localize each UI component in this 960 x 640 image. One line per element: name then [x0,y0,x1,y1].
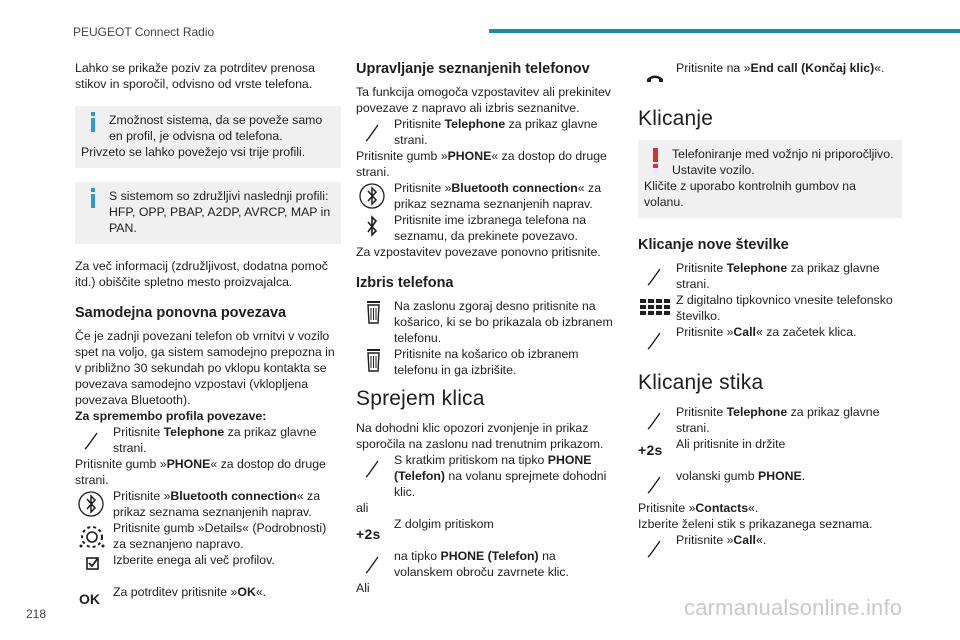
column-left [75,60,341,616]
step-call: Pritisnite »Call« za začetek klica. [638,324,902,356]
heading-call-contact: Klicanje stika [638,371,764,394]
step-bluetooth: Pritisnite »Bluetooth connection« za prikaz seznama seznanjenih naprav. [75,488,341,520]
info-note-profile [75,106,341,168]
step-telephone: Pritisnite Telephone za prikaz glavne strani. [356,116,614,148]
pencil-tap-icon [356,117,390,147]
heading-delete-phone: Izbris telefona [356,275,454,291]
pencil-tap-icon [75,425,109,455]
step-accept: S kratkim pritiskom na tipko PHONE (Telefon) na volanu sprejmete dohodni klic. [356,452,614,500]
checkbox-icon [75,553,109,583]
pencil-tap-icon [638,533,672,563]
trash-icon [356,299,390,329]
heading-auto-reconnect: Samodejna ponovna povezava [75,305,287,321]
step-bluetooth: Pritisnite »Bluetooth connection« za prikaz seznama seznanjenih naprav. [356,180,614,212]
page-number: 218 [26,607,47,621]
step-confirm-ok: OK Za potrditev pritisnite »OK«. [75,584,341,616]
step-trash-delete: Pritisnite na košarico ob izbranem telefonu in ga izbrišite. [356,346,614,378]
paragraph-manage: Ta funkcija omogoča vzpostavitev ali prekinitev povezave z napravo ali izbris seznanitve. [356,85,611,115]
paragraph-auto-reconnect: Če je zadnji povezani telefon ob vrnitvi v vozilo spet na voljo, ga sistem samodejno prepozna in v približno 30 sekundah po vklopu kontakta se povezava samodejno vzpostavi (vklopljena povezava Bluetooth). [75,329,335,407]
heading-new-number: Klicanje nove številke [638,237,789,253]
step-reject: na tipko PHONE (Telefon) na volanskem obroču zavrnete klic. [356,548,614,580]
info-icon [90,112,96,132]
watermark: carmanualsonline.info [684,595,903,620]
pencil-tap-icon [356,453,390,483]
trash-icon [356,347,390,377]
step-telephone: Pritisnite Telephone za prikaz glavne strani. [638,260,902,292]
paragraph-reconnect: Za vzpostavitev povezave ponovno pritisnite. [356,245,601,259]
pencil-tap-icon [638,325,672,355]
paragraph-change-profile: Za spremembo profila povezave: [75,409,267,423]
info-icon [90,188,96,208]
note-text: Zmožnost sistema, da se poveže samo en profil, je odvisna od telefona. [109,113,323,143]
step-details: Pritisnite gumb »Details« (Podrobnosti) za seznanjeno napravo. [75,520,341,552]
end-call-icon [638,61,672,91]
bluetooth-icon [75,489,109,519]
column-right [638,60,902,564]
pencil-tap-icon [638,405,672,435]
bluetooth-symbol-icon [356,213,390,243]
heading-receive-call: Sprejem klica [356,387,485,410]
column-middle [356,60,614,596]
step-call-contact: Pritisnite »Call«. [638,532,902,564]
step-end-call: Pritisnite na »End call (Končaj klic)«. [638,60,902,92]
bluetooth-icon [356,181,390,211]
step-long-press: +2s Z dolgim pritiskom [356,516,614,548]
heading-calling: Klicanje [638,107,714,130]
heading-manage-paired: Upravljanje seznanjenih telefonov [356,61,590,77]
warning-text: Kličite z uporabo kontrolnih gumbov na volanu. [644,179,856,209]
note-text: S sistemom so združljivi naslednji profili: HFP, OPP, PBAP, A2DP, AVRCP, MAP in PAN. [109,189,331,235]
gear-icon [75,521,109,551]
step-telephone: Pritisnite Telephone za prikaz glavne strani. [75,424,341,456]
text-or-capital: Ali [356,581,370,595]
paragraph-select-contact: Izberite želeni stik s prikazanega seznama. [638,517,873,531]
ok-label: OK [79,591,100,607]
pencil-tap-icon [638,261,672,291]
step-trash-top: Na zaslonu zgoraj desno pritisnite na košarico, ki se bo prikazala ob izbranem telefonu. [356,298,614,346]
warning-icon [653,148,659,168]
step-hold: +2s Ali pritisnite in držite [638,436,902,468]
warning-note-driving [638,140,902,218]
keypad-icon [638,293,672,323]
text-or: ali [356,501,369,515]
step-disconnect: Pritisnite ime izbranega telefona na seznamu, da prekinete povezavo. [356,212,614,244]
step-phone-button: Pritisnite gumb »PHONE« za dostop do druge strani. [356,149,607,179]
step-keypad: Z digitalno tipkovnico vnesite telefonsko številko. [638,292,902,324]
note-text: Privzeto se lahko povežejo vsi trije profili. [81,145,306,159]
step-select-profiles: Izberite enega ali več profilov. [75,552,341,584]
step-wheel-phone: volanski gumb PHONE. [638,468,902,500]
hold-2s-icon: +2s [638,442,663,458]
paragraph-incoming: Na dohodni klic opozori zvonjenje in prikaz sporočila na zaslonu nad trenutnim prikazom. [356,421,604,451]
paragraph-transfer-prompt: Lahko se prikaže poziv za potrditev prenosa stikov in sporočil, odvisno od vrste telefona. [75,61,315,91]
header-title: PEUGEOT Connect Radio [73,25,215,39]
paragraph-contacts: Pritisnite »Contacts«. [638,501,759,515]
info-note-profiles-list [75,182,341,244]
paragraph-more-info: Za več informacij (združljivost, dodatna pomoč itd.) obiščite spletno mesto proizvajalca. [75,259,328,289]
step-phone-button: Pritisnite gumb »PHONE« za dostop do druge strani. [75,457,326,487]
warning-text: Telefoniranje med vožnjo ni priporočljivo. Ustavite vozilo. [672,147,894,177]
pencil-tap-icon [638,469,672,499]
header-accent-bar [489,29,960,33]
hold-2s-icon: +2s [356,526,381,542]
step-telephone: Pritisnite Telephone za prikaz glavne strani. [638,404,902,436]
pencil-tap-icon [356,549,390,579]
